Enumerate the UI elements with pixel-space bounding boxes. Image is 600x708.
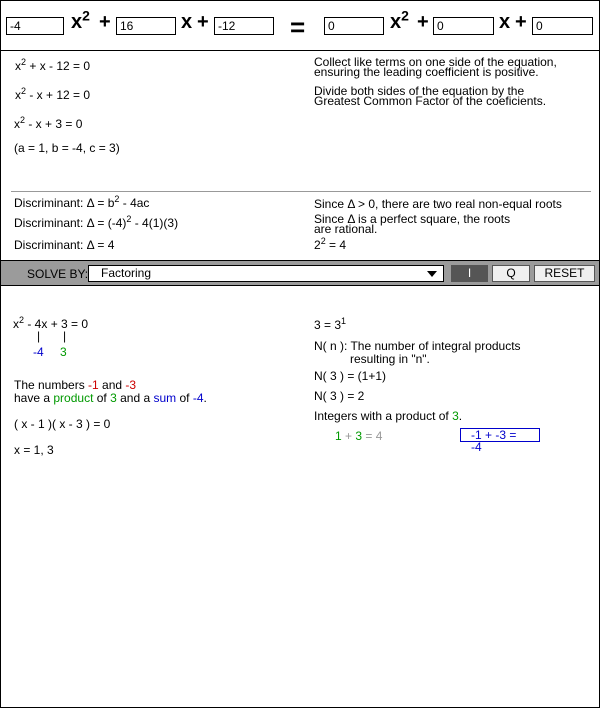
step-divide: $x^2 - x + 12 = 0$ <box>15 86 91 102</box>
right-a-input[interactable] <box>324 17 384 35</box>
x-squared-term-right: $x^2$ <box>390 7 409 33</box>
plus-sign: + <box>515 11 527 33</box>
left-a-input[interactable] <box>6 17 64 35</box>
solve-by-label: SOLVE BY: <box>27 267 89 281</box>
n3-formula: N( 3 ) = (1+1) <box>314 369 387 383</box>
left-b-input[interactable] <box>116 17 176 35</box>
discriminant-substituted: Discriminant: $\Delta = (-4)^2 - 4(1)(3)$ <box>14 214 179 230</box>
integers-line: Integers with a product of 3. <box>314 409 463 423</box>
coefficient-marker: | <box>63 329 67 343</box>
solve-by-bar <box>1 260 599 286</box>
discriminant-formula: Discriminant: $\Delta = b^2 - 4ac$ <box>14 194 150 210</box>
plus-sign: + <box>417 11 429 33</box>
integer-pair-1: 1 + 3 = 4 <box>335 429 383 443</box>
coefficient-c-value: 3 <box>60 345 67 359</box>
n-definition: N( n ): The number of integral products <box>314 339 521 353</box>
coefficient-marker: | <box>37 329 41 343</box>
product-sum-line: have a product of 3 and a sum of -4. <box>14 391 207 405</box>
factoring-equation: $x^2 - 4x + 3 = 0$ <box>13 315 89 331</box>
q-button[interactable]: Q <box>492 265 530 282</box>
discriminant-square: $2^2 = 4$ <box>314 236 347 252</box>
n3-value: N( 3 ) = 2 <box>314 389 365 403</box>
coefficients: (a = 1, b = -4, c = 3) <box>14 141 120 155</box>
equals-sign: = <box>290 12 306 42</box>
n-definition-cont: resulting in "n". <box>350 352 430 366</box>
power-form: $3 = 3^1$ <box>314 316 347 332</box>
x-squared-term-left: $x^2$ <box>71 7 90 33</box>
discriminant-note-rational: Since Δ is a perfect square, the roots are rational. <box>314 212 511 236</box>
step-collect: $x^2 + x - 12 = 0$ <box>15 57 91 73</box>
discriminant-note-roots: Since Δ > 0, there are two real non-equal roots <box>314 197 562 211</box>
discriminant-value: Discriminant: Δ = 4 <box>14 238 115 252</box>
x-term-left: x <box>181 11 193 33</box>
factored-form: ( x - 1 )( x - 3 ) = 0 <box>14 417 111 431</box>
coefficient-b-value: -4 <box>33 345 44 359</box>
reset-button[interactable]: RESET <box>534 265 595 282</box>
chevron-down-icon <box>427 271 437 277</box>
step-divide-note: Divide both sides of the equation by the Greatest Common Factor of the coeficients. <box>314 84 547 108</box>
x-term-right: x <box>499 11 511 33</box>
plus-sign: + <box>197 11 209 33</box>
equation-bar <box>1 1 599 51</box>
numbers-line: The numbers -1 and -3 <box>14 378 137 392</box>
step-collect-note: Collect like terms on one side of the equation, ensuring the leading coefficient is positive. <box>314 55 557 79</box>
plus-sign: + <box>99 11 111 33</box>
i-button[interactable]: I <box>451 265 488 282</box>
left-c-input[interactable] <box>214 17 274 35</box>
solution: x = 1, 3 <box>14 443 54 457</box>
solve-method-value: Factoring <box>101 266 152 280</box>
integer-pair-2: -1 + -3 = -4 <box>460 428 540 442</box>
solve-method-select[interactable] <box>88 265 444 282</box>
step-simplified: $x^2 - x + 3 = 0$ <box>14 115 83 131</box>
divider <box>11 191 591 192</box>
right-c-input[interactable] <box>532 17 593 35</box>
right-b-input[interactable] <box>433 17 494 35</box>
